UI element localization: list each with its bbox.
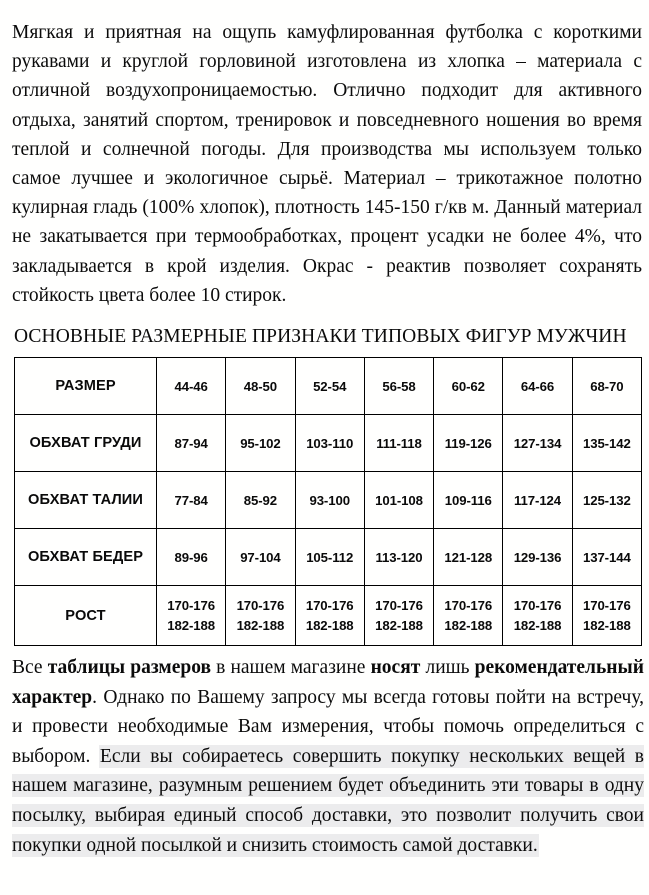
table-cell (572, 586, 641, 646)
table-cell-line: 182-188 (167, 618, 215, 633)
table-header-cell: 56-58 (364, 358, 433, 415)
table-cell-line: 182-188 (236, 618, 285, 633)
product-description-paragraph: Мягкая и приятная на ощупь камуфлированная футболка с короткими рукавами и круглой горловиной изготовлена из хлопка – материала с отличной воздухопроницаемостью. Отлично подходит для активного отдыха, занятий спортом, тренировок и повседневного ношения во время теплой и солнечной погоды. Для производства мы используем только самое лучшее и экологичное сырьё. Материал – трикотажное полотно кулирная гладь (100% хлопок), плотность 145-150 г/кв м. Данный материал не закатывается при термообработках, процент усадки не более 4%, что закладывается в крой изделия. Окрас - реактив позволяет сохранять стойкость цвета более 10 стирок. (12, 22, 642, 306)
table-cell (295, 586, 364, 646)
table-header-cell: 48-50 (226, 358, 295, 415)
table-cell: 87-94 (157, 415, 226, 472)
table-cell-line: 182-188 (582, 618, 631, 633)
table-cell: 117-124 (503, 472, 572, 529)
table-cell: 121-128 (434, 529, 503, 586)
table-cell: 125-132 (572, 472, 641, 529)
table-cell-line: 170-176 (236, 598, 285, 613)
disclaimer-bold-segment: таблицы размеров (47, 657, 212, 678)
table-cell-line: 182-188 (513, 618, 562, 633)
table-cell-line: 182-188 (375, 618, 423, 633)
table-cell: 129-136 (503, 529, 572, 586)
disclaimer-text-segment: . Однако по Вашему запросу мы всегда готовы пойти на встречу, и провести необходимые Вам измерения, чтобы помочь определиться с выбором. (12, 686, 644, 767)
table-cell: 119-126 (434, 415, 503, 472)
table-row-label: РОСТ (15, 586, 157, 646)
disclaimer-highlighted-segment: Если вы собираетесь совершить покупку нескольких вещей в нашем магазине, разумным решением будет объединить эти товары в одну посылку, выбирая единый способ доставки, это позволит получить свои покупки одной посылкой и снизить стоимость самой доставки. (12, 745, 644, 856)
table-cell (434, 586, 503, 646)
table-cell: 111-118 (364, 415, 433, 472)
table-cell-line: 170-176 (305, 598, 354, 613)
table-header-cell: 44-46 (157, 358, 226, 415)
disclaimer-bold-segment: рекомендательный характер (12, 657, 644, 708)
table-row (15, 586, 642, 646)
table-cell-line: 170-176 (167, 598, 215, 613)
table-header-cell: 68-70 (572, 358, 641, 415)
table-cell-line: 182-188 (444, 618, 493, 633)
size-table-heading: ОСНОВНЫЕ РАЗМЕРНЫЕ ПРИЗНАКИ ТИПОВЫХ ФИГУР МУЖЧИН (14, 326, 627, 347)
table-cell: 101-108 (364, 472, 433, 529)
table-cell: 113-120 (364, 529, 433, 586)
table-cell-line: 182-188 (305, 618, 354, 633)
table-header-label-size: РАЗМЕР (15, 358, 157, 415)
table-header-cell: 60-62 (434, 358, 503, 415)
disclaimer-bold-segment: носят (370, 657, 421, 678)
table-cell: 135-142 (572, 415, 641, 472)
table-row (15, 415, 642, 472)
table-row-label: ОБХВАТ ГРУДИ (15, 415, 157, 472)
size-table-container (14, 357, 642, 646)
table-cell (364, 586, 433, 646)
table-cell-line: 170-176 (582, 598, 631, 613)
size-disclaimer-paragraph (12, 653, 644, 860)
table-cell: 105-112 (295, 529, 364, 586)
table-cell (503, 586, 572, 646)
table-cell-line: 170-176 (513, 598, 562, 613)
table-row-label: ОБХВАТ ТАЛИИ (15, 472, 157, 529)
table-cell (226, 586, 295, 646)
table-row (15, 472, 642, 529)
table-row-label: ОБХВАТ БЕДЕР (15, 529, 157, 586)
table-cell: 137-144 (572, 529, 641, 586)
table-cell: 103-110 (295, 415, 364, 472)
disclaimer-text-segment: Все (12, 657, 48, 678)
table-row-header (15, 358, 642, 415)
disclaimer-text-segment: в нашем магазине (211, 657, 371, 678)
disclaimer-text-segment: лишь (420, 657, 475, 678)
table-cell: 85-92 (226, 472, 295, 529)
table-cell: 95-102 (226, 415, 295, 472)
table-cell: 89-96 (157, 529, 226, 586)
table-row (15, 529, 642, 586)
table-cell: 127-134 (503, 415, 572, 472)
size-table (14, 357, 642, 646)
table-header-cell: 64-66 (503, 358, 572, 415)
table-cell: 109-116 (434, 472, 503, 529)
table-cell-line: 170-176 (444, 598, 493, 613)
table-cell: 97-104 (226, 529, 295, 586)
table-cell-line: 170-176 (375, 598, 423, 613)
table-header-cell: 52-54 (295, 358, 364, 415)
table-cell: 77-84 (157, 472, 226, 529)
table-cell (157, 586, 226, 646)
table-cell: 93-100 (295, 472, 364, 529)
